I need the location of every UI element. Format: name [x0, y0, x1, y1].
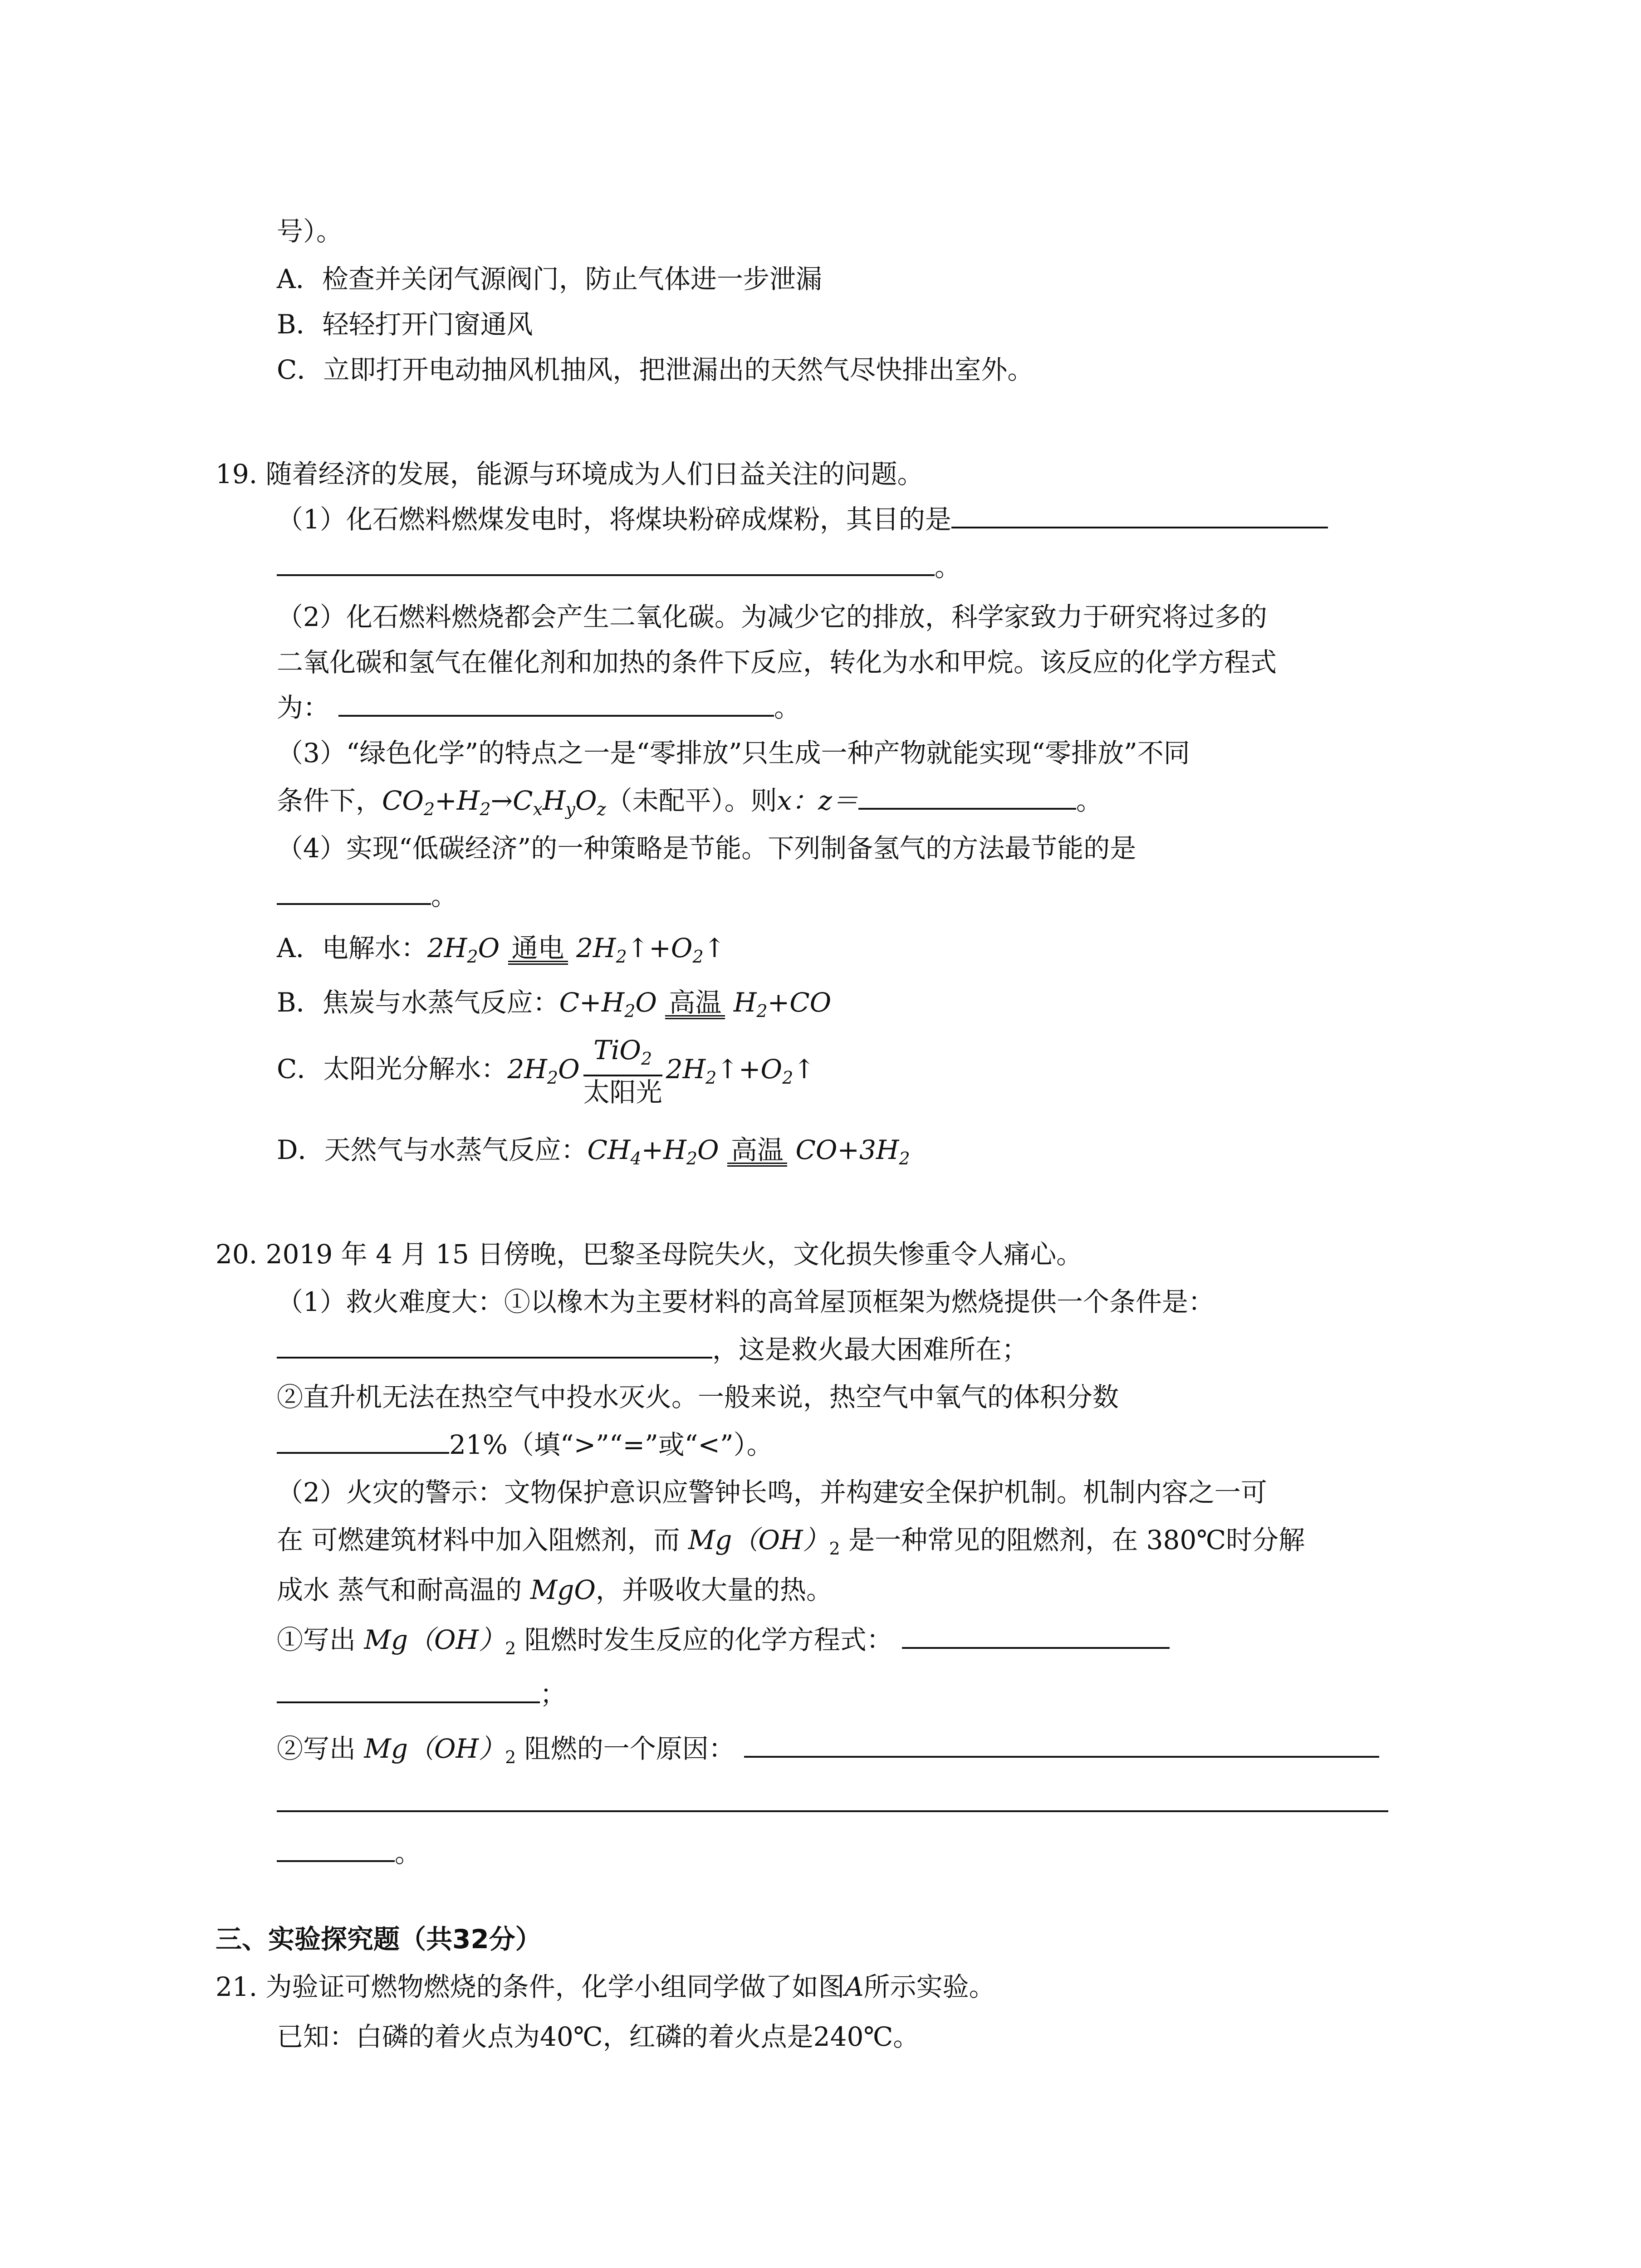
subscript: x [533, 799, 543, 819]
formula-text: +H [641, 1134, 686, 1165]
q19-part4: （4）实现“低碳经济”的一种策略是节能。下列制备氢气的方法最节能的是 [277, 833, 1136, 864]
figure-ref: A [844, 1971, 864, 2002]
arrow: → [490, 785, 513, 816]
formula [733, 987, 832, 1021]
text: 21. 为验证可燃物燃烧的条件，化学小组同学做了如图 [216, 1971, 845, 2002]
q19-part4-cont [277, 880, 457, 912]
q20-part1-line2 [277, 1334, 1028, 1365]
q21-known: 已知：白磷的着火点为40℃，红磷的着火点是240℃。 [277, 2021, 920, 2052]
text: 成水 蒸气和耐高温的 [277, 1574, 530, 1605]
formula-text: H [733, 987, 757, 1018]
formula [576, 933, 726, 967]
q19-stem: 19. 随着经济的发展，能源与环境成为人们日益关注的问题。 [216, 459, 924, 489]
subscript: 2 [782, 1067, 794, 1088]
formula [587, 1134, 719, 1168]
answer-blank[interactable] [277, 1334, 712, 1359]
formula: MgO [530, 1574, 596, 1605]
subscript: 2 [505, 1747, 516, 1767]
answer-blank[interactable] [277, 1429, 449, 1454]
period: 。 [395, 1838, 421, 1868]
text: ①写出 [277, 1624, 364, 1655]
formula-text: O [558, 1053, 580, 1085]
formula-text: 2H [507, 1053, 547, 1085]
period: 。 [774, 692, 801, 723]
q20-part2-line1: （2）火灾的警示：文物保护意识应警钟长鸣，并构建安全保护机制。机制内容之一可 [277, 1477, 1267, 1508]
reaction-condition: 高温 [665, 990, 725, 1019]
subscript: 2 [899, 1149, 910, 1168]
option-label: C．太阳光分解水： [277, 1053, 508, 1085]
formula-text: H [542, 785, 566, 816]
period: 。 [431, 880, 458, 911]
formula-text: TiO [593, 1035, 641, 1066]
q19-part3-line1: （3）“绿色化学”的特点之一是“零排放”只生成一种产物就能实现“零排放”不同 [277, 738, 1190, 768]
subscript: 2 [505, 1638, 516, 1658]
formula-text: ↑+O [716, 1053, 783, 1085]
subscript: 2 [686, 1149, 698, 1168]
formula-text: CH [587, 1134, 631, 1165]
reaction-condition [583, 1034, 662, 1108]
formula: Mg（OH） [364, 1624, 505, 1655]
subscript: 2 [480, 799, 491, 819]
q20-part4-line2 [277, 1787, 1388, 1819]
answer-blank[interactable] [277, 1679, 540, 1703]
formula [559, 987, 657, 1021]
q19-option-b [277, 987, 831, 1027]
option-b: B．轻轻打开门窗通风 [277, 309, 533, 340]
answer-blank[interactable] [338, 692, 774, 717]
section-heading: 三、实验探究题（共32分） [216, 1924, 542, 1955]
formula-text: 2H [427, 933, 467, 963]
semicolon: ； [540, 1679, 567, 1710]
subscript: 2 [423, 799, 435, 819]
formula-text: C+H [559, 987, 625, 1018]
answer-blank[interactable] [951, 504, 1328, 528]
text: ，并吸收大量的热。 [595, 1574, 833, 1605]
subscript: 2 [616, 947, 627, 967]
text: 所示实验。 [863, 1971, 995, 2002]
answer-blank[interactable] [277, 880, 431, 905]
q20-part2-line3 [277, 1574, 833, 1606]
reaction-condition: 高温 [727, 1137, 787, 1167]
q20-part2-line2 [277, 1524, 1305, 1564]
formula-text: 2H [666, 1053, 706, 1085]
ratio-label: x：z＝ [777, 785, 858, 816]
formula-text: ↑ [793, 1053, 815, 1085]
text: ②写出 [277, 1733, 364, 1764]
formula-text: CO+3H [795, 1134, 899, 1165]
answer-blank[interactable] [277, 1788, 1388, 1812]
q19-part3-pre: 条件下， [277, 785, 382, 816]
catalyst [583, 1034, 662, 1076]
period: 。 [935, 552, 961, 582]
formula [795, 1134, 910, 1168]
text: 阻燃的一个原因： [516, 1733, 735, 1764]
text: 是一种常见的阻燃剂，在 380℃时分解 [840, 1525, 1305, 1555]
q20-part1-text: 21%（填“>”“=”或“<”）。 [449, 1429, 773, 1460]
q20-part4-line3 [277, 1837, 421, 1869]
answer-blank[interactable] [277, 1838, 395, 1862]
formula-text: O [478, 933, 500, 963]
formula: Mg（OH） [688, 1525, 829, 1555]
q20-part1-line3: ②直升机无法在热空气中投水灭火。一般来说，热空气中氧气的体积分数 [277, 1382, 1119, 1413]
answer-blank[interactable] [902, 1624, 1170, 1649]
q19-part2-label: 为： [277, 692, 330, 723]
formula [507, 1053, 580, 1088]
reaction-condition: 通电 [508, 935, 568, 965]
text: 阻燃时发生反应的化学方程式： [516, 1624, 893, 1655]
answer-blank[interactable] [744, 1733, 1379, 1758]
subscript: 4 [630, 1149, 642, 1168]
q20-part1-line4 [277, 1429, 773, 1461]
subscript: 2 [624, 1001, 636, 1021]
subscript: 2 [829, 1539, 840, 1559]
formula-text: O [697, 1134, 719, 1165]
subscript: 2 [467, 947, 478, 967]
text: 在 可燃建筑材料中加入阻燃剂，而 [277, 1525, 688, 1555]
subscript: 2 [756, 1001, 768, 1021]
formula-text: ↑+O [627, 933, 693, 963]
formula-text: +CO [767, 987, 832, 1018]
subscript: y [565, 799, 576, 819]
option-c: C．立即打开电动抽风机抽风，把泄漏出的天然气尽快排出室外。 [277, 354, 1034, 385]
formula [427, 933, 500, 967]
q20-part4-line1 [277, 1733, 1379, 1773]
answer-blank[interactable] [858, 785, 1076, 810]
q19-part3-line2 [277, 785, 1102, 825]
formula-text: O [635, 987, 657, 1018]
q19-part3-mid: （未配平）。则 [606, 785, 777, 816]
option-a: A．检查并关闭气源阀门，防止气体进一步泄漏 [277, 264, 822, 294]
option-label: B．焦炭与水蒸气反应： [277, 987, 559, 1018]
q19-part1-cont [277, 551, 961, 583]
subscript: 2 [705, 1067, 717, 1088]
formula: Mg（OH） [364, 1733, 505, 1764]
q19-part1-text: （1）化石燃料燃煤发电时，将煤块粉碎成煤粉，其目的是 [277, 504, 951, 535]
answer-blank[interactable] [277, 552, 935, 576]
q20-part1-line1: （1）救火难度大：①以橡木为主要材料的高耸屋顶框架为燃烧提供一个条件是： [277, 1286, 1215, 1317]
q20-part1-text: ，这是救火最大困难所在； [712, 1334, 1029, 1365]
subscript: z [597, 799, 606, 819]
q19-part2-line1: （2）化石燃料燃烧都会产生二氧化碳。为减少它的排放，科学家致力于研究将过多的 [277, 601, 1267, 632]
q20-part3-line2 [277, 1678, 566, 1710]
formula-text: CO [382, 785, 424, 816]
formula-text: ↑ [703, 933, 726, 963]
subscript: 2 [641, 1049, 652, 1069]
formula-text: +H [435, 785, 480, 816]
q19-option-d [277, 1134, 910, 1174]
option-label: A．电解水： [277, 933, 427, 963]
formula [382, 785, 606, 819]
subscript: 2 [547, 1067, 558, 1088]
q19-part1 [277, 503, 1328, 535]
formula-text: 2H [576, 933, 616, 963]
period: 。 [1076, 785, 1102, 816]
q20-stem: 20. 2019 年 4 月 15 日傍晚，巴黎圣母院失火，文化损失惨重令人痛心。 [216, 1239, 1083, 1270]
text-line: 号）。 [277, 216, 343, 247]
subscript: 2 [692, 947, 704, 967]
q21-stem [216, 1971, 995, 2003]
q20-part3-line1 [277, 1624, 1170, 1664]
option-label: D．天然气与水蒸气反应： [277, 1134, 588, 1165]
formula [666, 1053, 815, 1088]
q19-option-a [277, 932, 725, 973]
q19-part2-line3 [277, 692, 800, 723]
condition-text: 太阳光 [583, 1077, 662, 1108]
formula-text: O [575, 785, 597, 816]
q19-part2-line2: 二氧化碳和氢气在催化剂和加热的条件下反应，转化为水和甲烷。该反应的化学方程式 [277, 647, 1277, 678]
formula-text: C [513, 785, 533, 816]
q19-option-c [277, 1034, 815, 1108]
